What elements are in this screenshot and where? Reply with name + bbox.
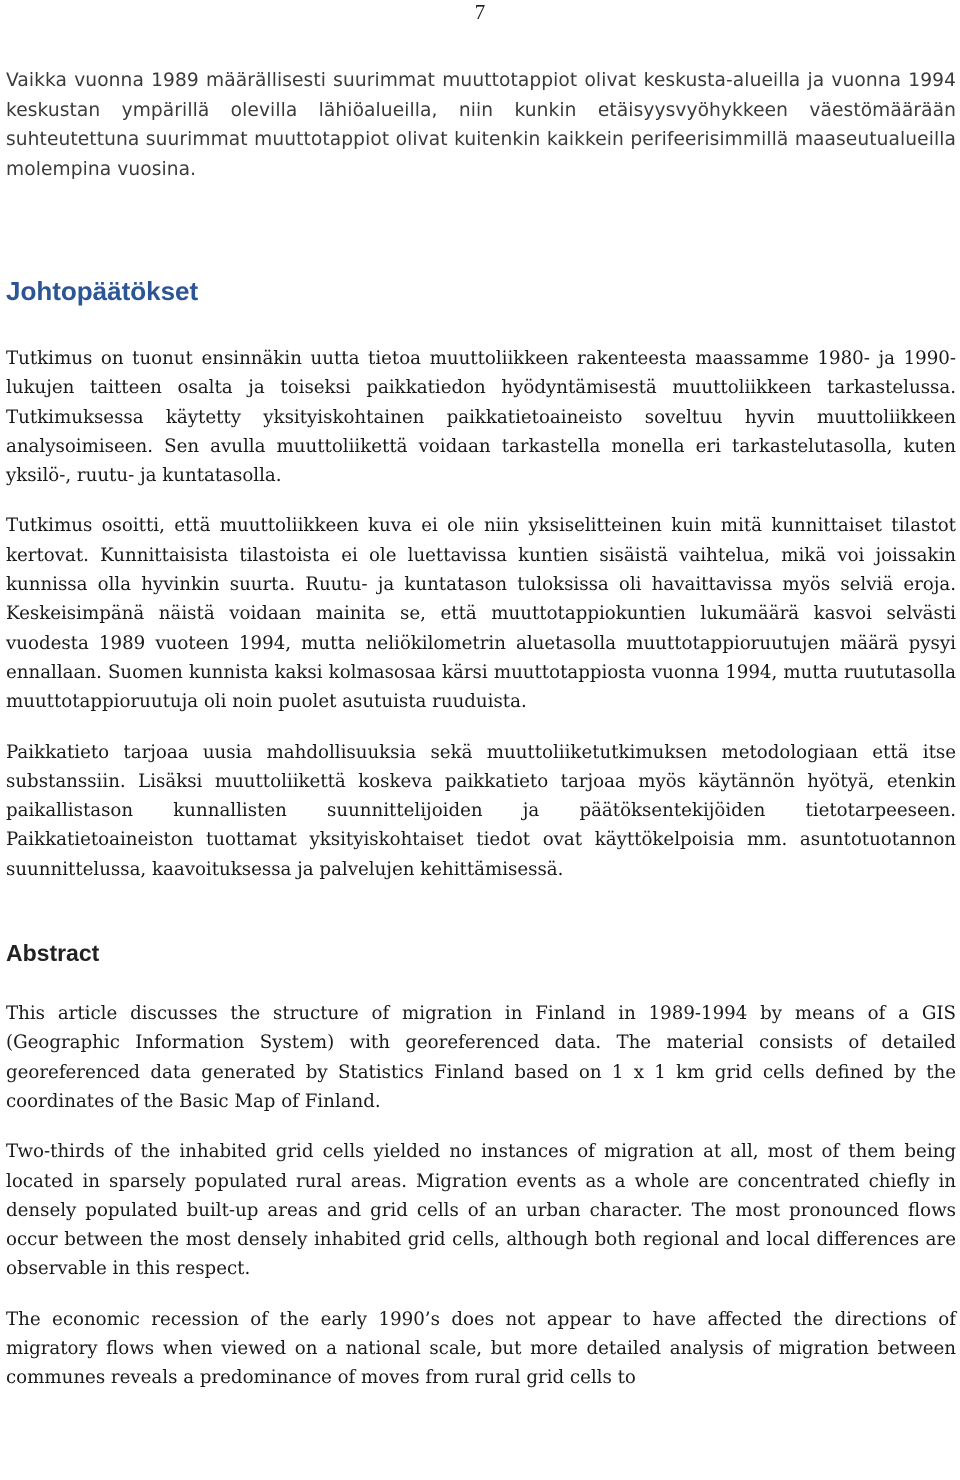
conclusions-paragraph-2: Tutkimus osoitti, että muuttoliikkeen kuva ei ole niin yksiselitteinen kuin mitä kunnittaiset tilastot kertovat. Kunnittaisista tilastoista ei ole luettavissa kuntien sisäistä vaihtelua, mikä voi joissakin kunnissa olla hyvinkin suurta. Ruutu- ja kuntatason tuloksissa oli havaittavissa myös selviä eroja. Keskeisimpänä näistä voidaan mainita se, että muuttotappiokuntien lukumäärä kasvoi selvästi vuodesta 1989 vuoteen 1994, mutta neliökilometrin aluetasolla muuttotappioruutujen määrä pysyi ennallaan. Suomen kunnista kaksi kolmasosaa kärsi muuttotappiosta vuonna 1994, mutta ruututasolla muuttotappioruutuja oli noin puolet asutuista ruuduista. <box>6 515 956 713</box>
abstract-heading: Abstract <box>6 940 100 967</box>
abstract-paragraph-2: Two-thirds of the inhabited grid cells yielded no instances of migration at all, most of them being located in sparsely populated rural areas. Migration events as a whole are concentrated chiefly in densely populated built-up areas and grid cells of an urban character. The most pronounced flows occur between the most densely inhabited grid cells, although both regional and local differences are observable in this respect. <box>6 1141 956 1280</box>
page-body <box>6 66 956 1393</box>
conclusions-heading: Johtopäätökset <box>6 276 199 306</box>
page-number: 7 <box>474 0 486 24</box>
abstract-paragraph-1: This article discusses the structure of migration in Finland in 1989-1994 by means of a GIS (Geographic Information System) with georeferenced data. The material consists of detailed georeferenced data generated by Statistics Finland based on 1 x 1 km grid cells defined by the coordinates of the Basic Map of Finland. <box>6 1003 956 1112</box>
intro-paragraph: Vaikka vuonna 1989 määrällisesti suurimmat muuttotappiot olivat keskusta-alueilla ja vuonna 1994 keskustan ympärillä olevilla lähiöalueilla, niin kunkin etäisyysvyöhykkeen väestömäärään suhteutettuna suurimmat muuttotappiot olivat kuitenkin kaikkein perifeerisimmillä maaseutualueilla molempina vuosina. <box>6 70 956 180</box>
conclusions-paragraph-3: Paikkatieto tarjoaa uusia mahdollisuuksia sekä muuttoliiketutkimuksen metodologiaan että itse substanssiin. Lisäksi muuttoliikettä koskeva paikkatieto tarjoaa myös käytännön hyötyä, etenkin paikallistason kunnallisten suunnittelijoiden ja päätöksentekijöiden tietotarpeeseen. Paikkatietoaineiston tuottamat yksityiskohtaiset tiedot ovat käyttökelpoisia mm. asuntotuotannon suunnittelussa, kaavoituksessa ja palvelujen kehittämisessä. <box>6 741 956 880</box>
abstract-paragraph-3: The economic recession of the early 1990’s does not appear to have affected the directions of migratory flows when viewed on a national scale, but more detailed analysis of migration between communes reveals a predominance of moves from rural grid cells to <box>6 1308 956 1389</box>
conclusions-paragraph-1: Tutkimus on tuonut ensinnäkin uutta tietoa muuttoliikkeen rakenteesta maassamme 1980- ja 1990-lukujen taitteen osalta ja toiseksi paikkatiedon hyödyntämisestä muuttoliikkeen tarkastelussa. Tutkimuksessa käytetty yksityiskohtainen paikkatietoaineisto soveltuu hyvin muuttoliikkeen analysoimiseen. Sen avulla muuttoliikettä voidaan tarkastella monella eri tarkastelutasolla, kuten yksilö-, ruutu- ja kuntatasolla. <box>6 348 956 487</box>
